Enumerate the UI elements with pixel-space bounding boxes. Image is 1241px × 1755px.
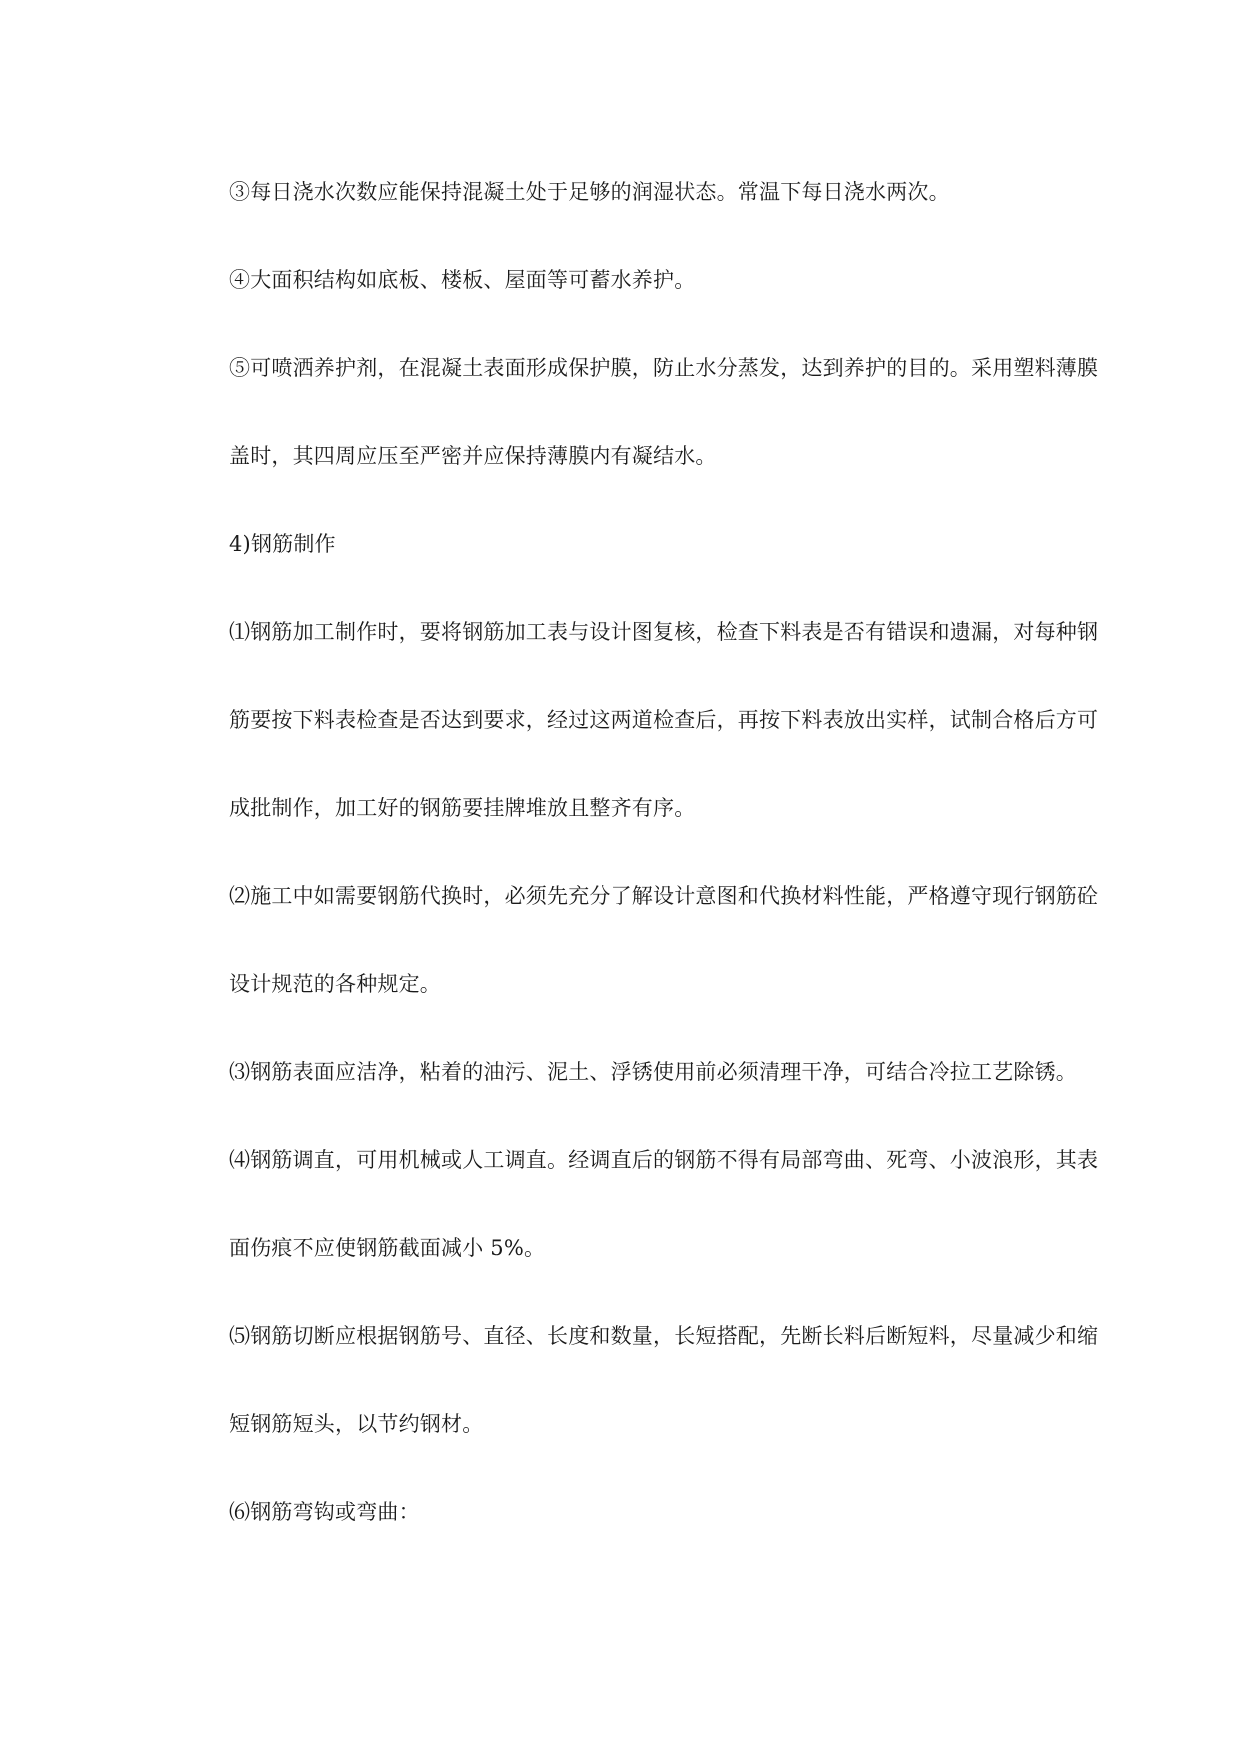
text-line: ③每日浇水次数应能保持混凝土处于足够的润湿状态。常温下每日浇水两次。 [229, 180, 950, 204]
text-line: ⑵施工中如需要钢筋代换时，必须先充分了解设计意图和代换材料性能，严格遵守现行钢筋砼 [229, 884, 1099, 908]
text-line: 成批制作，加工好的钢筋要挂牌堆放且整齐有序。 [229, 796, 696, 820]
text-line: 盖时，其四周应压至严密并应保持薄膜内有凝结水。 [229, 444, 717, 468]
text-line: ⑷钢筋调直，可用机械或人工调直。经调直后的钢筋不得有局部弯曲、死弯、小波浪形，其表 [229, 1148, 1099, 1172]
text-line: 短钢筋短头，以节约钢材。 [229, 1412, 484, 1436]
text-line: ⑹钢筋弯钩或弯曲： [229, 1500, 420, 1524]
text-line: ⑤可喷洒养护剂，在混凝土表面形成保护膜，防止水分蒸发，达到养护的目的。采用塑料薄膜 [229, 356, 1099, 380]
text-line: ⑴钢筋加工制作时，要将钢筋加工表与设计图复核，检查下料表是否有错误和遗漏，对每种钢 [229, 620, 1099, 644]
text-line: 筋要按下料表检查是否达到要求，经过这两道检查后，再按下料表放出实样，试制合格后方可 [229, 708, 1099, 732]
text-line: ⑶钢筋表面应洁净，粘着的油污、泥土、浮锈使用前必须清理干净，可结合冷拉工艺除锈。 [229, 1060, 1077, 1084]
section-heading: 4)钢筋制作 [229, 532, 336, 556]
text-line: 面伤痕不应使钢筋截面减小 5%。 [229, 1236, 546, 1260]
text-line: ④大面积结构如底板、楼板、屋面等可蓄水养护。 [229, 268, 696, 292]
text-line: ⑸钢筋切断应根据钢筋号、直径、长度和数量，长短搭配，先断长料后断短料，尽量减少和缩 [229, 1324, 1099, 1348]
text-line: 设计规范的各种规定。 [229, 972, 441, 996]
